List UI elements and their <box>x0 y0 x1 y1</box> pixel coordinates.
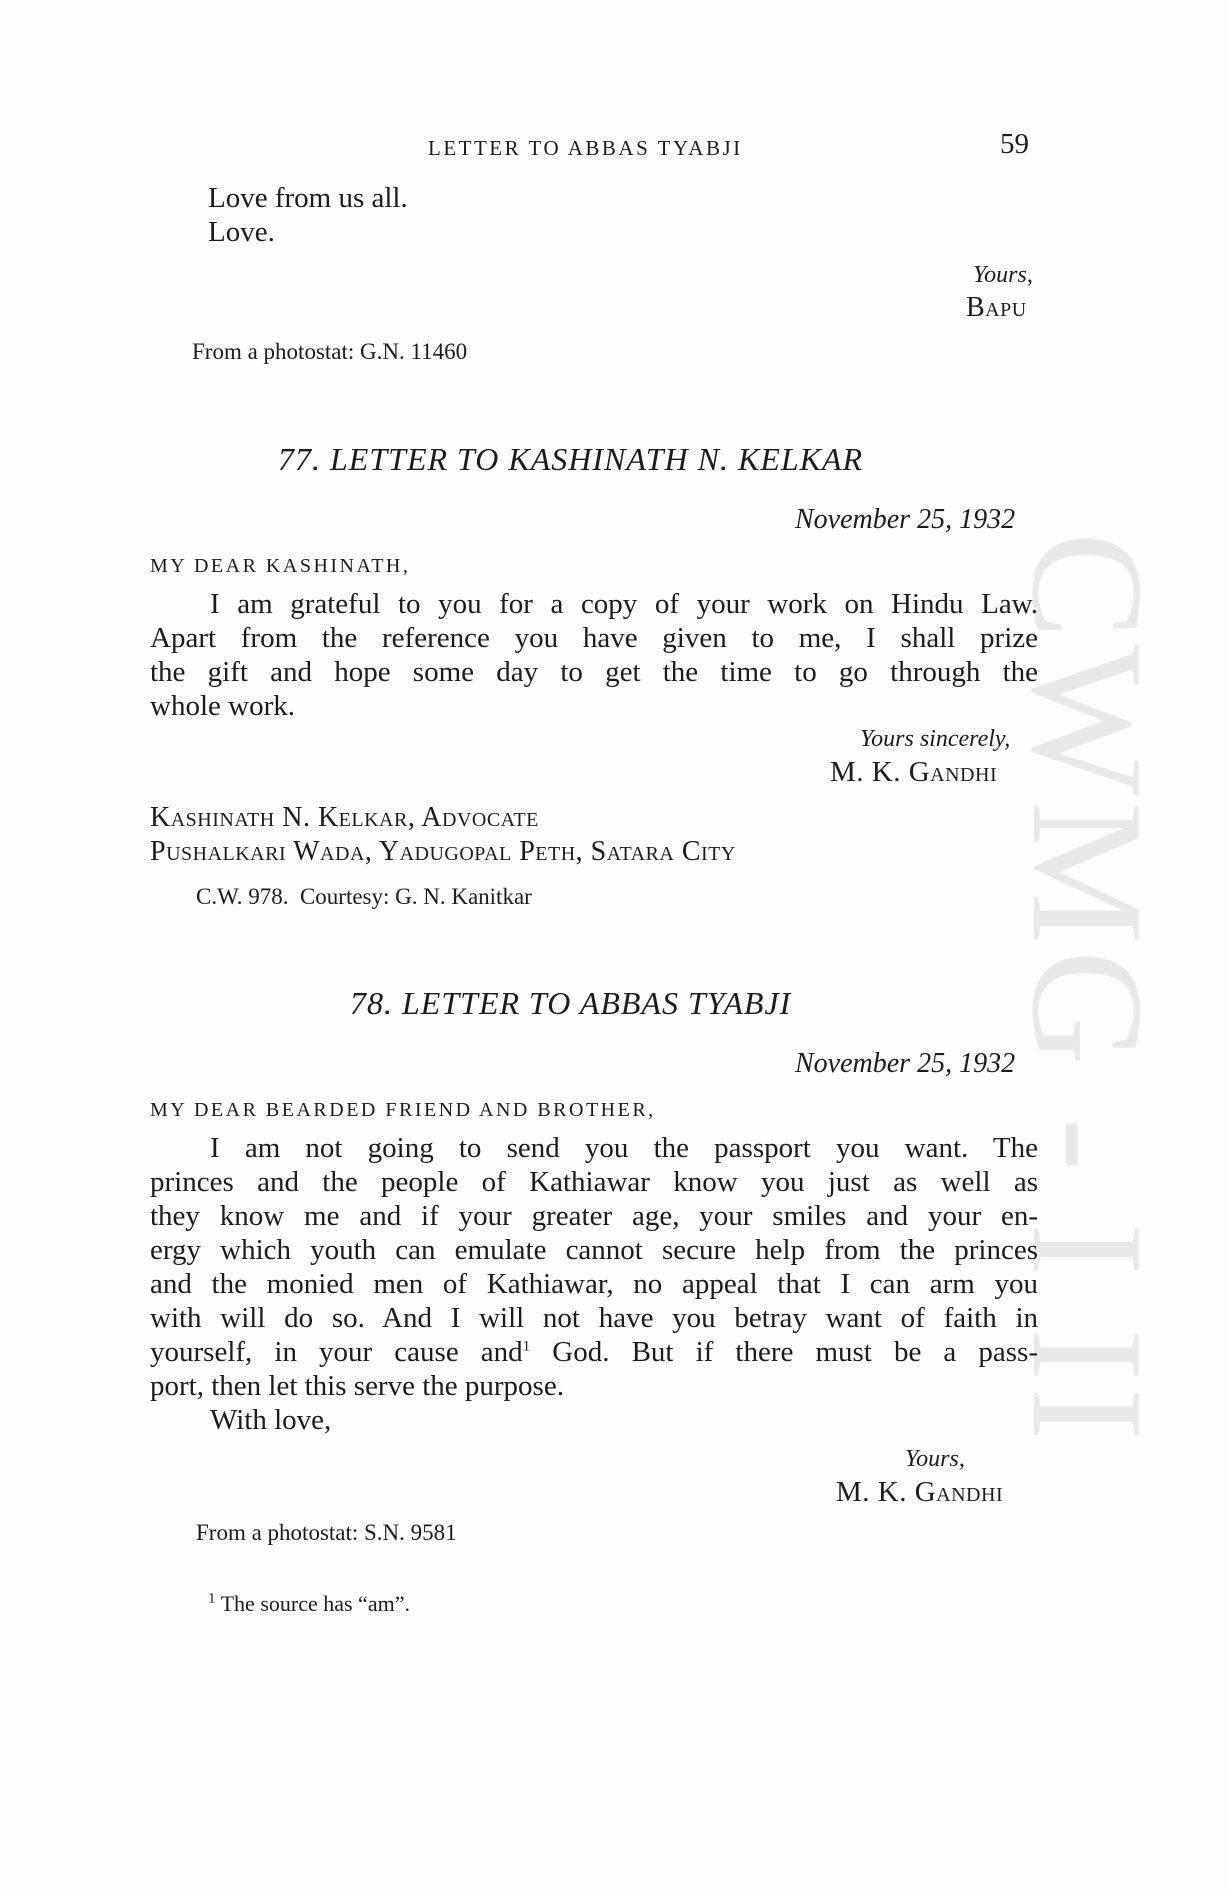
letter78-body-line: with will do so. And I will not have you betray want of faith in <box>150 1302 1038 1334</box>
letter78-body-line-footnoted <box>150 1335 1038 1369</box>
footnote-reference[interactable]: 1 <box>522 1338 531 1355</box>
letter78-date: November 25, 1932 <box>795 1048 1016 1079</box>
letter77-body-line: Apart from the reference you have given to me, I shall prize <box>150 622 1038 654</box>
prev-source: From a photostat: G.N. 11460 <box>192 339 468 364</box>
letter77-body <box>150 587 1038 621</box>
letter77-date: November 25, 1932 <box>795 504 1016 535</box>
footnote-text: The source has “am”. <box>220 1591 410 1616</box>
footnote-number: 1 <box>208 1590 216 1607</box>
letter78-heading: 78. LETTER TO ABBAS TYABJI <box>350 985 792 1021</box>
letter78-with-love: With love, <box>210 1404 332 1436</box>
page-number: 59 <box>1000 128 1029 160</box>
watermark: CWMG - I II <box>999 532 1177 1447</box>
letter77-body-line: whole work. <box>150 690 295 722</box>
letter78-source: From a photostat: S.N. 9581 <box>196 1520 457 1545</box>
letter78-body-line: they know me and if your greater age, your smiles and your en- <box>150 1200 1038 1232</box>
letter78-body-cont <box>150 1165 1038 1403</box>
letter78-body <box>150 1131 1038 1165</box>
letter78-body-line: ergy which youth can emulate cannot secure help from the princes <box>150 1234 1038 1266</box>
letter78-salutation: MY DEAR BEARDED FRIEND AND BROTHER, <box>150 1099 656 1121</box>
letter77-source: C.W. 978. Courtesy: G. N. Kanitkar <box>196 884 532 909</box>
letter77-signature: M. K. Gandhi <box>830 756 998 788</box>
letter77-address-line-2: Pushalkari Wada, Yadugopal Peth, Satara City <box>150 836 736 867</box>
letter78-body-line: port, then let this serve the purpose. <box>150 1370 564 1402</box>
letter77-heading: 77. LETTER TO KASHINATH N. KELKAR <box>278 441 864 477</box>
letter78-signature: M. K. Gandhi <box>836 1476 1004 1508</box>
letter77-salutation: MY DEAR KASHINATH, <box>150 555 411 577</box>
letter78-closing: Yours, <box>905 1446 965 1472</box>
letter77-body-cont <box>150 621 1038 723</box>
letter78-body-line: princes and the people of Kathiawar know you just as well as <box>150 1166 1038 1198</box>
letter77-closing: Yours sincerely, <box>860 726 1011 752</box>
prev-closing: Yours, <box>973 262 1033 288</box>
letter78-line7-before: yourself, in your cause and <box>150 1336 523 1368</box>
running-head-title: LETTER TO ABBAS TYABJI <box>428 136 743 160</box>
prev-signature: Bapu <box>966 292 1027 323</box>
letter77-body-line: the gift and hope some day to get the time to go through the <box>150 656 1038 688</box>
letter78-line7-after: God. But if there must be a pass- <box>530 1336 1038 1368</box>
prev-line-1: Love from us all. <box>208 182 408 214</box>
letter77-body-line: I am grateful to you for a copy of your work on Hindu Law. <box>210 588 1038 620</box>
letter78-body-line: I am not going to send you the passport you want. The <box>210 1132 1038 1164</box>
prev-line-2: Love. <box>208 216 275 248</box>
letter77-address-line-1: Kashinath N. Kelkar, Advocate <box>150 802 539 833</box>
letter78-body-line: and the monied men of Kathiawar, no appeal that I can arm you <box>150 1268 1038 1300</box>
footnote <box>208 1591 410 1617</box>
